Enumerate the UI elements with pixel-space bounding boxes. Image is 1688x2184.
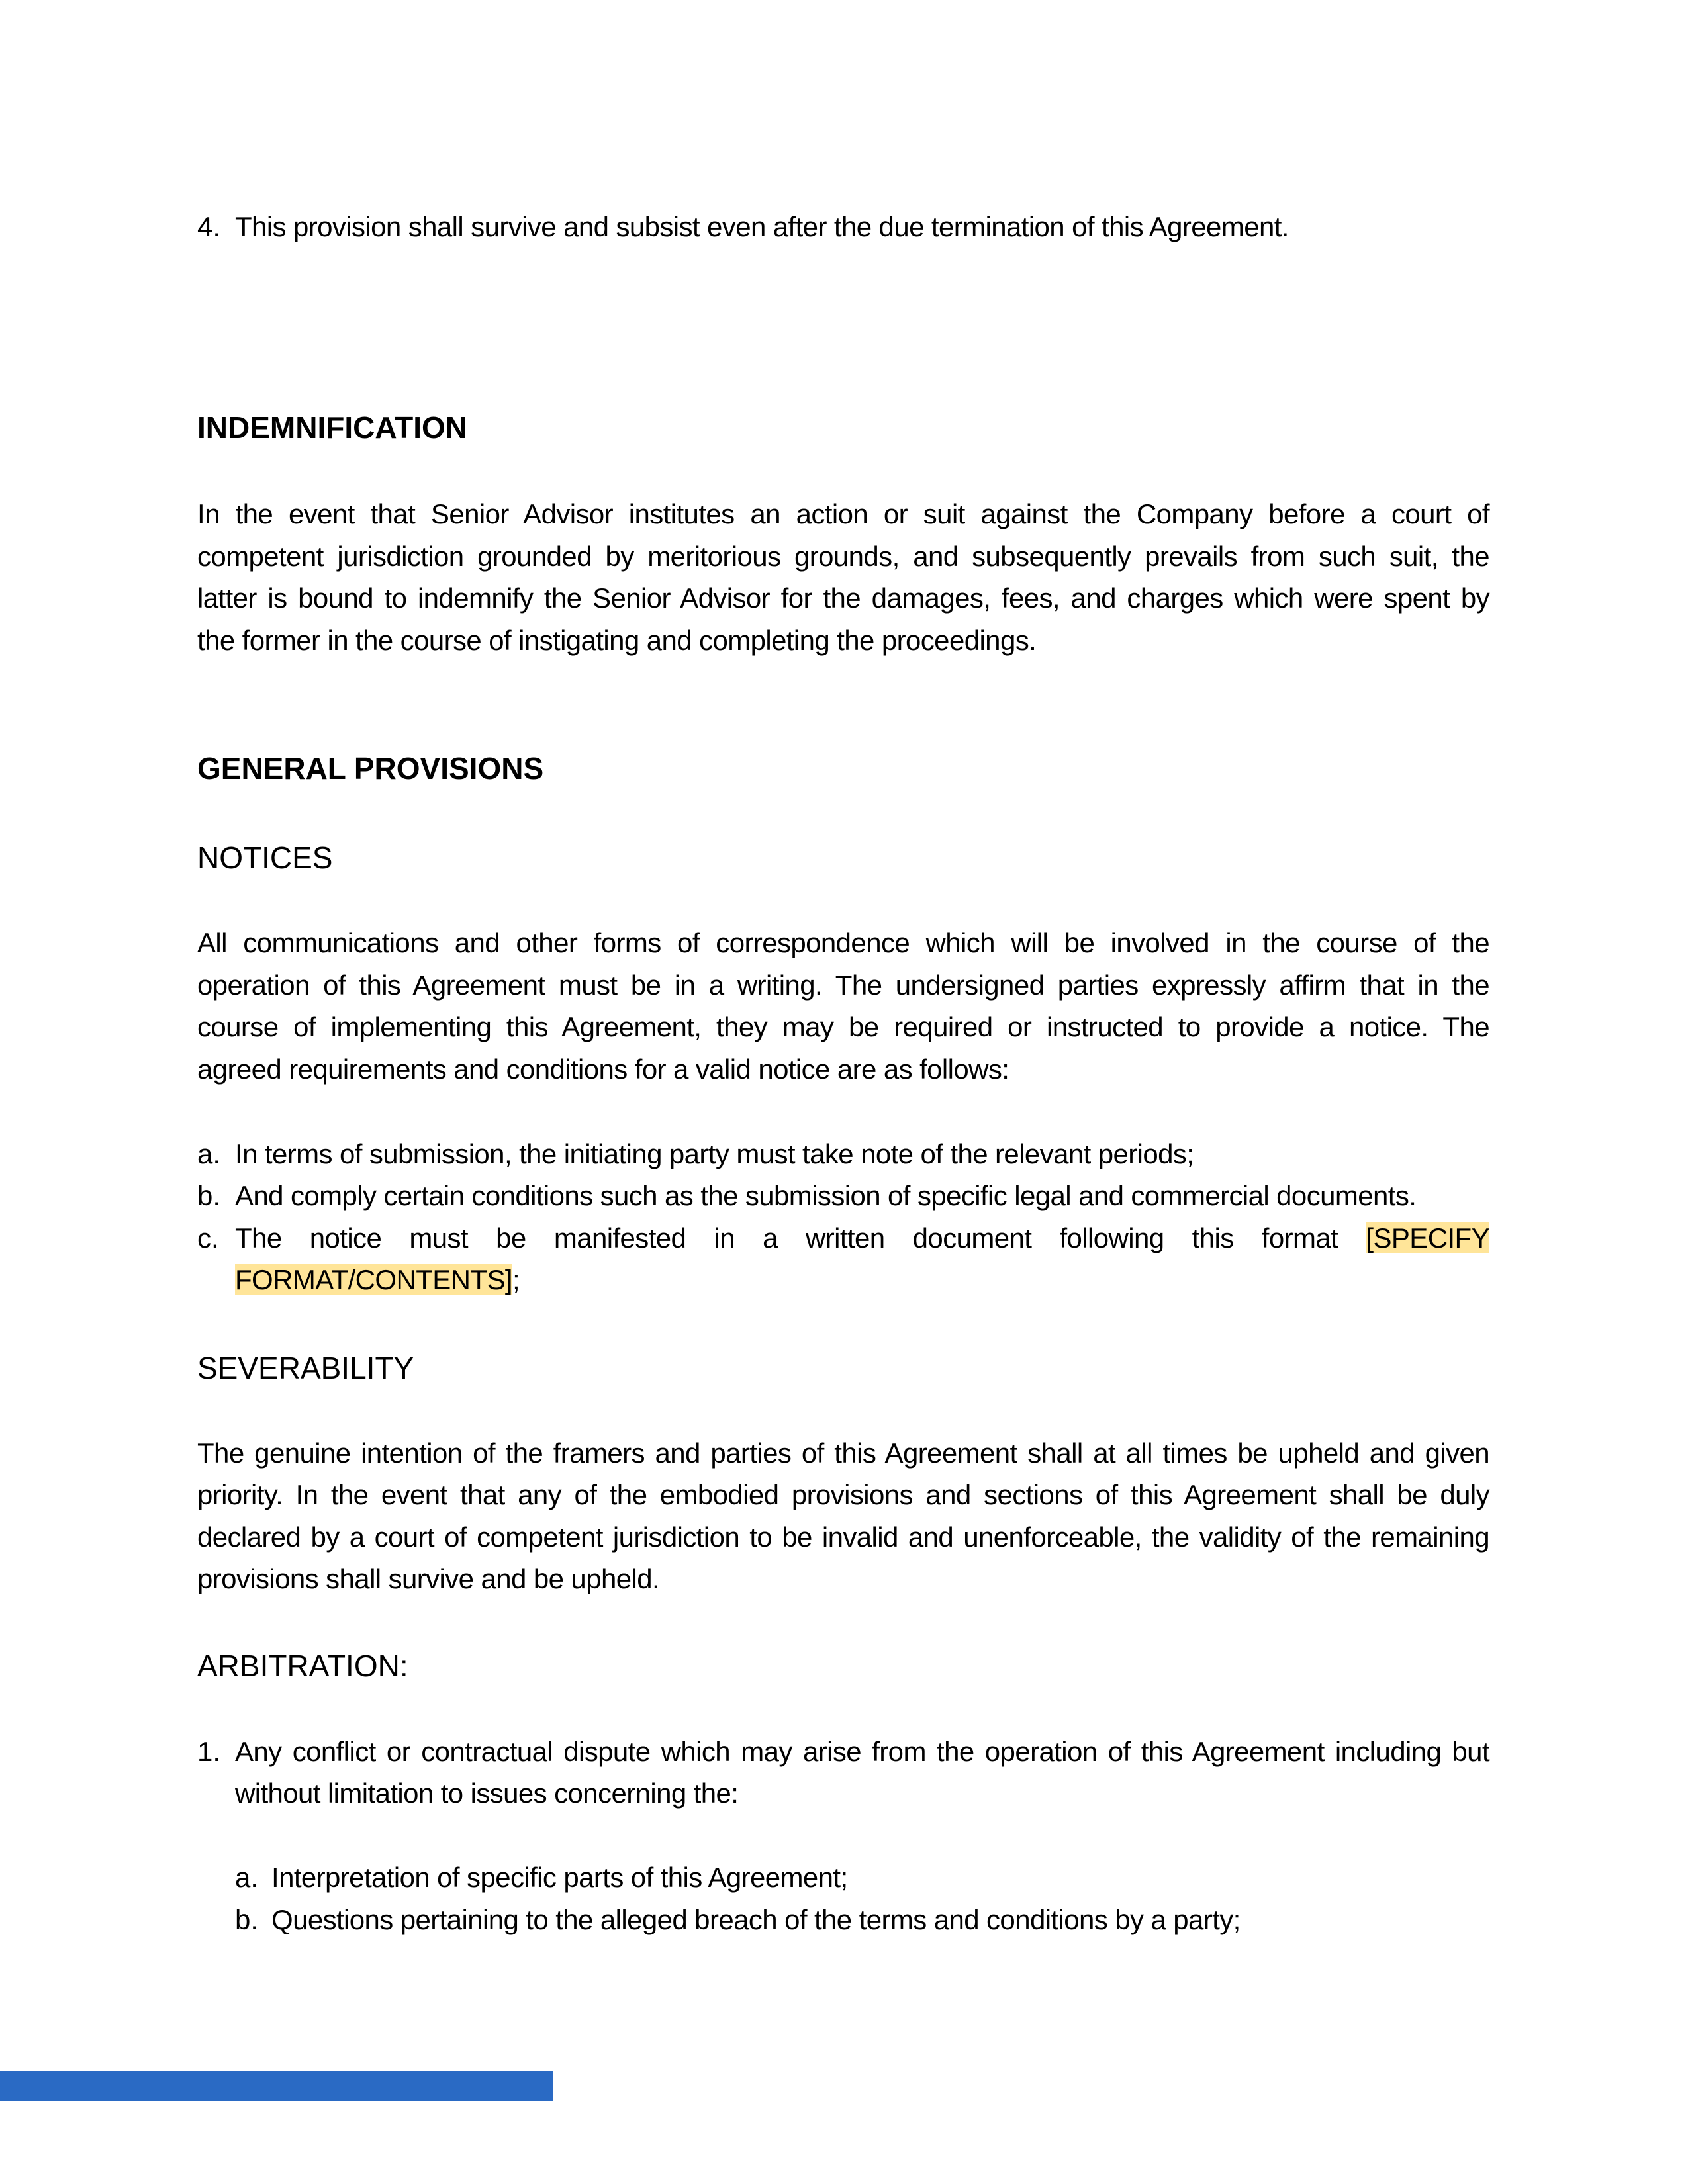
list-item-text xyxy=(235,1222,1489,1255)
list-marker: 4. xyxy=(197,211,221,242)
paragraph-line: provisions shall survive and be upheld. xyxy=(197,1563,660,1594)
subsection-heading-arbitration: ARBITRATION: xyxy=(197,1649,408,1683)
list-item-text-continuation xyxy=(235,1263,1489,1297)
paragraph-line: operation of this Agreement must be in a writing. The undersigned parties expressly affirm that in the xyxy=(197,970,1489,1001)
list-item-text: Any conflict or contractual dispute which may arise from the operation of this Agreement including but xyxy=(235,1736,1489,1767)
section-heading-indemnification: INDEMNIFICATION xyxy=(197,410,468,445)
sublist-item-text: Interpretation of specific parts of this Agreement; xyxy=(271,1862,848,1893)
list-marker: c. xyxy=(197,1222,219,1253)
paragraph-line: latter is bound to indemnify the Senior Advisor for the damages, fees, and charges which were spent by xyxy=(197,582,1489,614)
paragraph-line: declared by a court of competent jurisdiction to be invalid and unenforceable, the validity of the remaining xyxy=(197,1522,1489,1553)
list-item-text: And comply certain conditions such as the submission of specific legal and commercial documents. xyxy=(235,1180,1417,1211)
paragraph-line: All communications and other forms of correspondence which will be involved in the course of the xyxy=(197,927,1489,958)
footer-accent-bar xyxy=(0,2071,553,2101)
paragraph-line: The genuine intention of the framers and parties of this Agreement shall at all times be upheld and given xyxy=(197,1437,1489,1469)
sublist-item-text: Questions pertaining to the alleged breach of the terms and conditions by a party; xyxy=(271,1904,1241,1935)
sublist-marker: b. xyxy=(235,1904,259,1935)
placeholder-highlight: FORMAT/CONTENTS] xyxy=(235,1264,512,1295)
section-heading-general-provisions: GENERAL PROVISIONS xyxy=(197,751,544,786)
list-marker: 1. xyxy=(197,1736,221,1767)
list-item-text: This provision shall survive and subsist even after the due termination of this Agreement. xyxy=(235,211,1289,242)
paragraph-line: course of implementing this Agreement, they may be required or instructed to provide a notice. The xyxy=(197,1011,1489,1042)
list-item-text: In terms of submission, the initiating party must take note of the relevant periods; xyxy=(235,1138,1194,1169)
paragraph-line: competent jurisdiction grounded by meritorious grounds, and subsequently prevails from such suit, the xyxy=(197,541,1489,572)
list-item-text-end: ; xyxy=(512,1264,520,1295)
sublist-marker: a. xyxy=(235,1862,259,1893)
subsection-heading-notices: NOTICES xyxy=(197,841,333,875)
paragraph-line: the former in the course of instigating and completing the proceedings. xyxy=(197,625,1037,656)
paragraph-line: agreed requirements and conditions for a valid notice are as follows: xyxy=(197,1054,1009,1085)
paragraph-line: In the event that Senior Advisor institutes an action or suit against the Company before a court of xyxy=(197,498,1489,529)
list-item-text-continuation: without limitation to issues concerning the: xyxy=(235,1778,739,1809)
list-item-text-part: The notice must be manifested in a written document following this format xyxy=(235,1222,1338,1253)
list-marker: a. xyxy=(197,1138,221,1169)
subsection-heading-severability: SEVERABILITY xyxy=(197,1351,414,1385)
list-marker: b. xyxy=(197,1180,221,1211)
paragraph-line: priority. In the event that any of the embodied provisions and sections of this Agreement shall be duly xyxy=(197,1479,1489,1510)
placeholder-highlight: [SPECIFY xyxy=(1366,1222,1489,1253)
